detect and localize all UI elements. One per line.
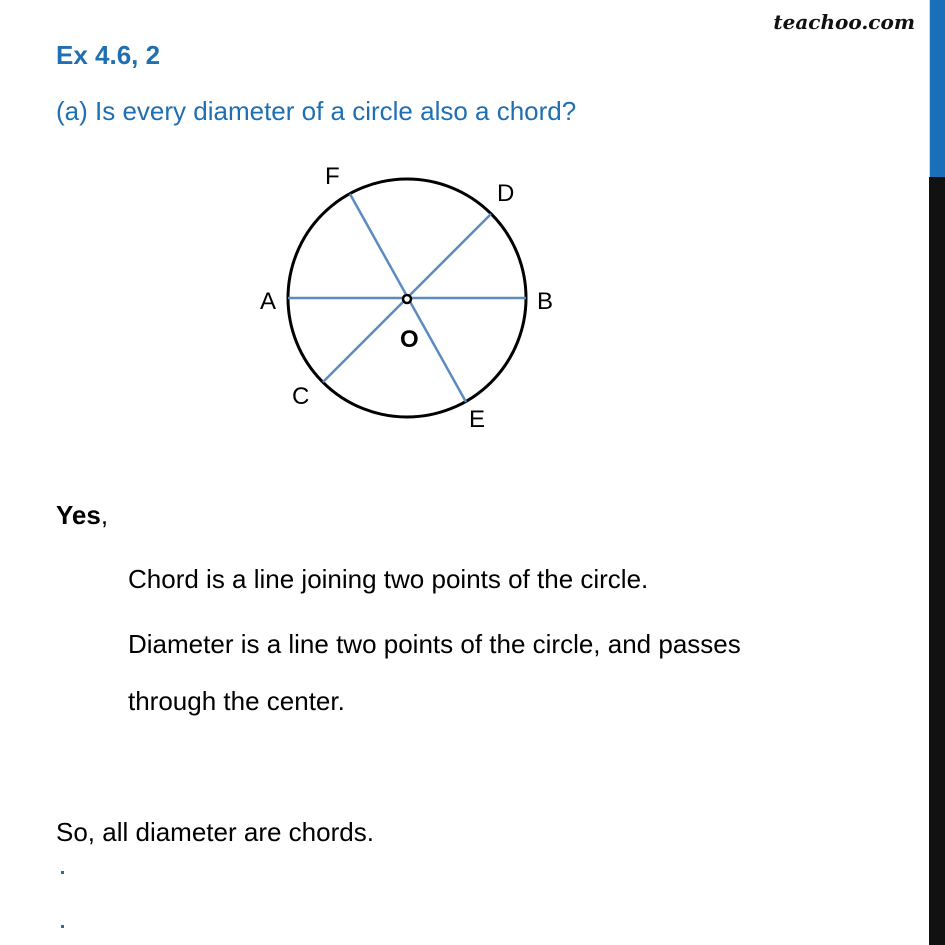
center-point <box>403 295 411 303</box>
diameter-definition-cont: through the center. <box>128 686 345 716</box>
label-e: E <box>469 406 486 433</box>
scrollbar-thumb[interactable] <box>929 0 945 177</box>
yes-comma: , <box>100 500 109 530</box>
label-c: C <box>292 383 310 410</box>
label-a: A <box>260 288 277 315</box>
chord-definition: Chord is a line joining two points of the circle. <box>128 564 649 594</box>
conclusion-text: So, all diameter are chords. <box>56 817 374 847</box>
label-center-o: O <box>400 326 419 353</box>
bullet-dot <box>61 925 64 928</box>
brand-logo: teachoo.com <box>773 10 915 34</box>
exercise-title: Ex 4.6, 2 <box>56 40 161 70</box>
yes-word: Yes <box>56 500 101 530</box>
bullet-dot <box>61 871 64 874</box>
label-f: F <box>325 163 340 190</box>
label-d: D <box>497 180 515 207</box>
answer-yes <box>56 500 108 531</box>
question-text: (a) Is every diameter of a circle also a chord? <box>56 96 577 126</box>
diameter-definition: Diameter is a line two points of the circle, and passes <box>128 629 741 659</box>
label-b: B <box>537 288 554 315</box>
